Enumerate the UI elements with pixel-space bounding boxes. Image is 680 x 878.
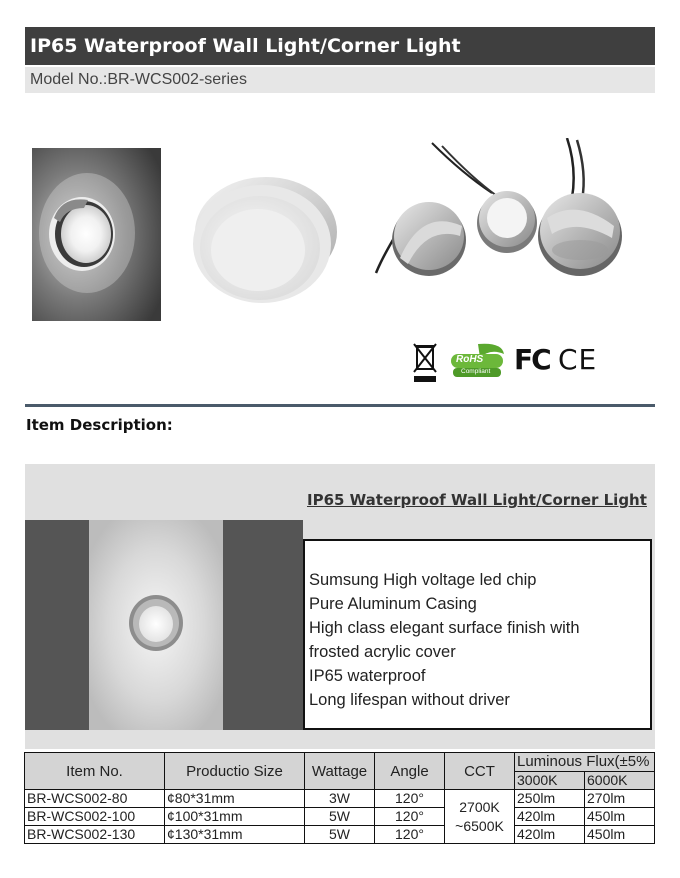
model-number: Model No.:BR-WCS002-series bbox=[30, 71, 247, 88]
table-header-row bbox=[25, 753, 655, 772]
cell-flux-3000k: 250lm bbox=[515, 790, 585, 808]
cell-angle: 120° bbox=[375, 826, 445, 844]
cell-size: ¢130*31mm bbox=[165, 826, 305, 844]
header-angle: Angle bbox=[375, 753, 445, 790]
header-flux-3000k: 3000K bbox=[515, 771, 585, 790]
features-box bbox=[303, 539, 652, 730]
cell-flux-6000k: 270lm bbox=[585, 790, 655, 808]
product-photo-three-fixtures bbox=[372, 138, 634, 288]
header-wattage: Wattage bbox=[305, 753, 375, 790]
cell-angle: 120° bbox=[375, 808, 445, 826]
cell-item-no: BR-WCS002-100 bbox=[25, 808, 165, 826]
rohs-compliant-icon bbox=[450, 342, 506, 378]
table-row bbox=[25, 826, 655, 844]
cell-flux-6000k: 450lm bbox=[585, 808, 655, 826]
cell-cct bbox=[445, 790, 515, 844]
ce-mark-icon: CE bbox=[558, 343, 598, 376]
feature-item: Long lifespan without driver bbox=[309, 691, 510, 709]
cell-flux-6000k: 450lm bbox=[585, 826, 655, 844]
rohs-label: RoHS bbox=[456, 354, 484, 365]
feature-item: Sumsung High voltage led chip bbox=[309, 571, 537, 589]
cell-size: ¢100*31mm bbox=[165, 808, 305, 826]
cell-flux-3000k: 420lm bbox=[515, 808, 585, 826]
item-description-title: Item Description: bbox=[26, 416, 173, 434]
cell-size: ¢80*31mm bbox=[165, 790, 305, 808]
fc-mark-icon: FC bbox=[514, 343, 550, 376]
cell-item-no: BR-WCS002-130 bbox=[25, 826, 165, 844]
feature-item: IP65 waterproof bbox=[309, 667, 426, 685]
description-heading: IP65 Waterproof Wall Light/Corner Light bbox=[307, 491, 647, 509]
cct-range-end: ~6500K bbox=[455, 817, 504, 834]
header-size: Productio Size bbox=[165, 753, 305, 790]
feature-item: frosted acrylic cover bbox=[309, 643, 456, 661]
spec-table bbox=[24, 752, 655, 844]
cell-angle: 120° bbox=[375, 790, 445, 808]
weee-icon bbox=[412, 341, 438, 383]
rohs-compliant-label: Compliant bbox=[461, 368, 491, 375]
table-row bbox=[25, 790, 655, 808]
cct-range-start: 2700K bbox=[459, 798, 500, 815]
product-photo-wall-lit bbox=[32, 148, 161, 321]
header-cct: CCT bbox=[445, 753, 515, 790]
product-photo-installed bbox=[25, 520, 303, 730]
table-row bbox=[25, 808, 655, 826]
header-item-no: Item No. bbox=[25, 753, 165, 790]
cell-item-no: BR-WCS002-80 bbox=[25, 790, 165, 808]
feature-item: Pure Aluminum Casing bbox=[309, 595, 477, 613]
header-luminous-flux: Luminous Flux(±5% bbox=[515, 753, 655, 772]
feature-item: High class elegant surface finish with bbox=[309, 619, 580, 637]
product-photo-round-fixture bbox=[188, 170, 340, 308]
header-flux-6000k: 6000K bbox=[585, 771, 655, 790]
section-divider bbox=[25, 404, 655, 407]
cell-wattage: 5W bbox=[305, 808, 375, 826]
cell-wattage: 5W bbox=[305, 826, 375, 844]
cell-flux-3000k: 420lm bbox=[515, 826, 585, 844]
cell-wattage: 3W bbox=[305, 790, 375, 808]
page-title: IP65 Waterproof Wall Light/Corner Light bbox=[30, 35, 461, 57]
